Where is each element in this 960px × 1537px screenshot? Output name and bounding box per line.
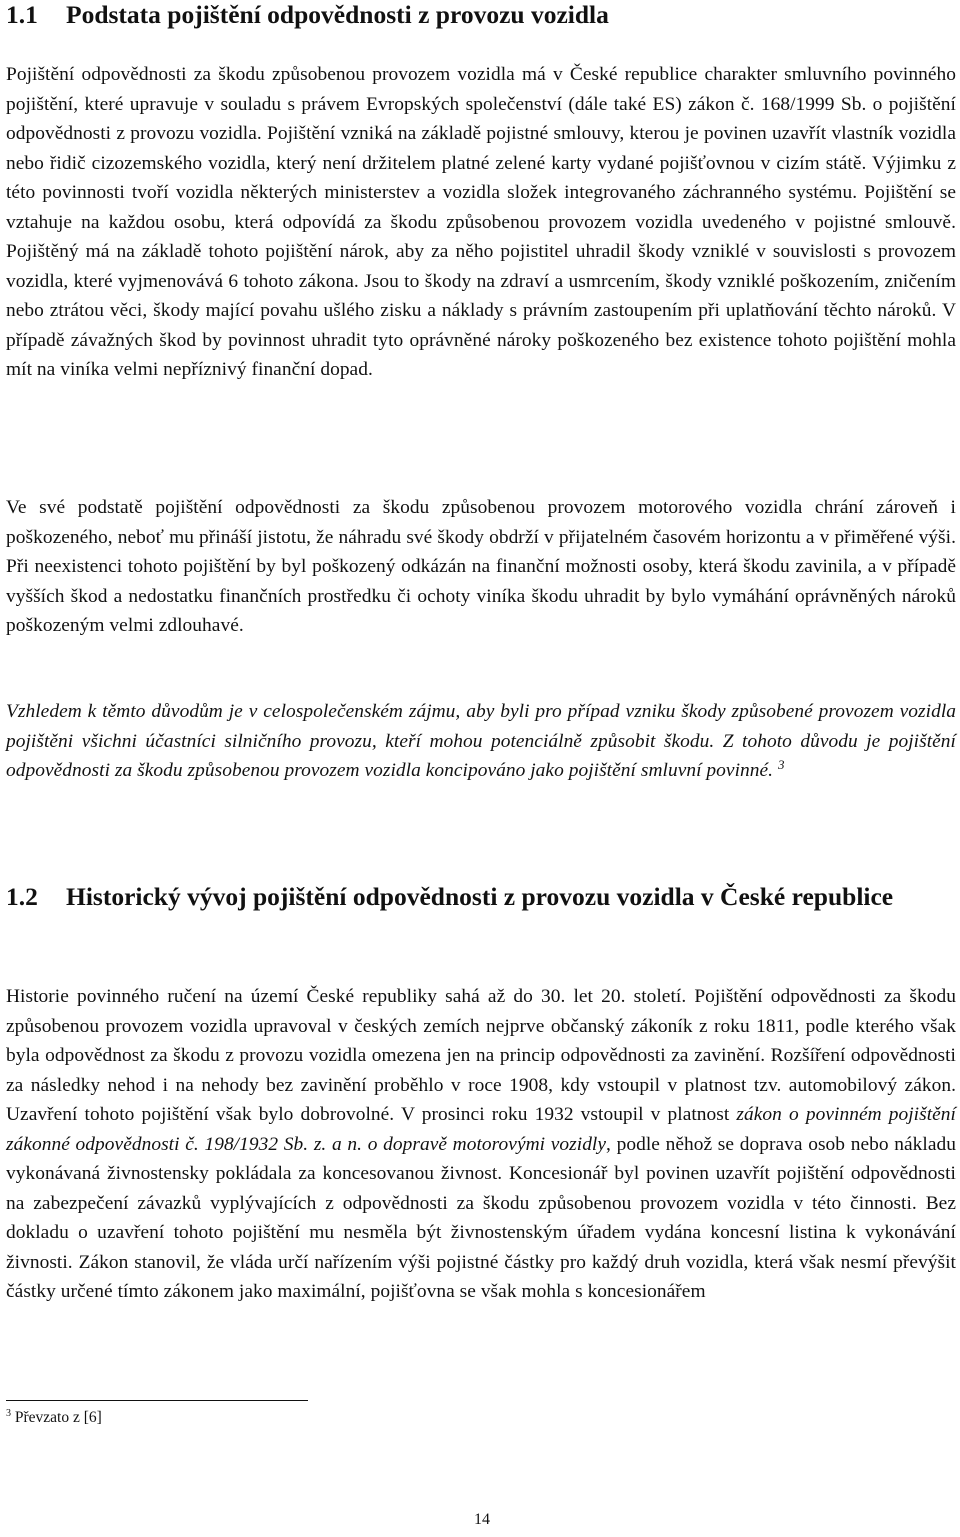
page-number: 14 xyxy=(474,1511,490,1528)
section-title: Historický vývoj pojištění odpovědnosti z provozu vozidla v České republice xyxy=(66,882,894,911)
section-title: Podstata pojištění odpovědnosti z provozu vozidla xyxy=(66,0,609,29)
footnote-number: 3 xyxy=(6,1408,11,1419)
section-heading-1-2 xyxy=(6,866,956,928)
section-number: 1.2 xyxy=(6,882,38,911)
section-heading-1-1 xyxy=(6,0,609,30)
footnote xyxy=(6,1407,102,1429)
paragraph-4 xyxy=(6,982,956,1307)
paragraph-1: Pojištění odpovědnosti za škodu způsobenou provozem vozidla má v České republice charakter smluvního povinného pojištění, které upravuje v souladu s právem Evropských společenství (dále také ES) zákon č. 168/1999 Sb. o pojištění odpovědnosti z provozu vozidla. Pojištění vzniká na základě pojistné smlouvy, kterou je povinen uzavřít vlastník vozidla nebo řidič cizozemského vozidla, který není držitelem platné zelené karty vydané pojišťovnou v cizím státě. Výjimku z této povinnosti tvoří vozidla některých ministerstev a vozidla složek integrovaného záchranného systému. Pojištění se vztahuje na každou osobu, která odpovídá za škodu způsobenou provozem vozidla uvedeného v pojistné smlouvě. Pojištěný má na základě tohoto pojištění nárok, aby za něho pojistitel uhradil škody vzniklé v souvislosti s provozem vozidla, které vyjmenovává 6 tohoto zákona. Jsou to škody na zdraví a usmrcením, škody vzniklé poškozením, zničením nebo ztrátou věci, škody mající povahu ušlého zisku a náklady s právním zastoupením při uplatňování těchto nároků. V případě závažných škod by povinnost uhradit tyto oprávněné nároky poškozeného bez existence tohoto pojištění mohla mít na viníka velmi nepříznivý finanční dopad. xyxy=(6,64,956,381)
paragraph-2: Ve své podstatě pojištění odpovědnosti za škodu způsobenou provozem motorového vozidla chrání zároveň i poškozeného, neboť mu přináší jistotu, že náhradu své škody obdrží v přijatelném časovém horizontu a v přiměřené výši. Při neexistenci tohoto pojištění by byl poškozený odkázán na finanční možnosti osoby, která škodu zavinila, a v případě vyšších škod a nedostatku finančních prostředku či ochoty viníka škodu uhradit by bylo vymáhání oprávněných nároků poškozeným velmi zdlouhavé. xyxy=(6,497,956,637)
paragraph-4-text-start: Historie povinného ručení na území České republiky sahá až do 30. let 20. století. Pojištění odpovědnosti za škodu způsobenou provozem vozidla upravoval v českých zemích nejprve občanský zákoník z roku 1811, podle kterého však byla odpovědnost za škodu z provozu vozidla omezena jen na princip odpovědnosti za zavinění. Rozšíření odpovědnosti za následky nehod i na nehody bez zavinění proběhlo v roce 1908, kdy vstoupil v platnost tzv. automobilový zákon. Uzavření tohoto pojištění však bylo dobrovolné. V prosinci roku 1932 vstoupil v platnost xyxy=(6,986,956,1126)
footnote-separator xyxy=(6,1400,308,1401)
footnote-text: Převzato z [6] xyxy=(14,1409,102,1426)
section-number: 1.1 xyxy=(6,0,38,29)
paragraph-3-text: Vzhledem k těmto důvodům je v celospolečenském zájmu, aby byli pro případ vzniku škody způsobené provozem vozidla pojištěni všichni účastníci silničního provozu, kteří mohou potenciálně způsobit škodu. Z tohoto důvodu je pojištění odpovědnosti za škodu způsobenou provozem vozidla koncipováno jako pojištění smluvní povinné. xyxy=(6,701,956,782)
paragraph-4-text-end: , podle něhož se doprava osob nebo nákladu vykonávaná živnostensky pokládala za koncesovanou živnost. Koncesionář byl povinen uzavřít pojištění odpovědnosti na zabezpečení závazků vyplývajících z odpovědnosti za škodu způsobenou provozem vozidla v této činnosti. Bez dokladu o uzavření tohoto pojištění mu nesměla být živnostenským úřadem vydána koncesní listina k vykonávání živnosti. Zákon stanovil, že vláda určí nařízením výši pojistné částky pro každý druh vozidla, která však nesmí převýšit částky určené tímto zákonem jako maximální, pojišťovna se však mohla s koncesionářem xyxy=(6,1133,956,1303)
law-citation: zákon o povinném pojištění zákonné odpovědnosti č. 198/1932 Sb. z. a n. o dopravě motorovými vozidly xyxy=(6,1104,956,1155)
paragraph-3 xyxy=(6,697,956,786)
footnote-reference[interactable]: 3 xyxy=(777,757,785,773)
